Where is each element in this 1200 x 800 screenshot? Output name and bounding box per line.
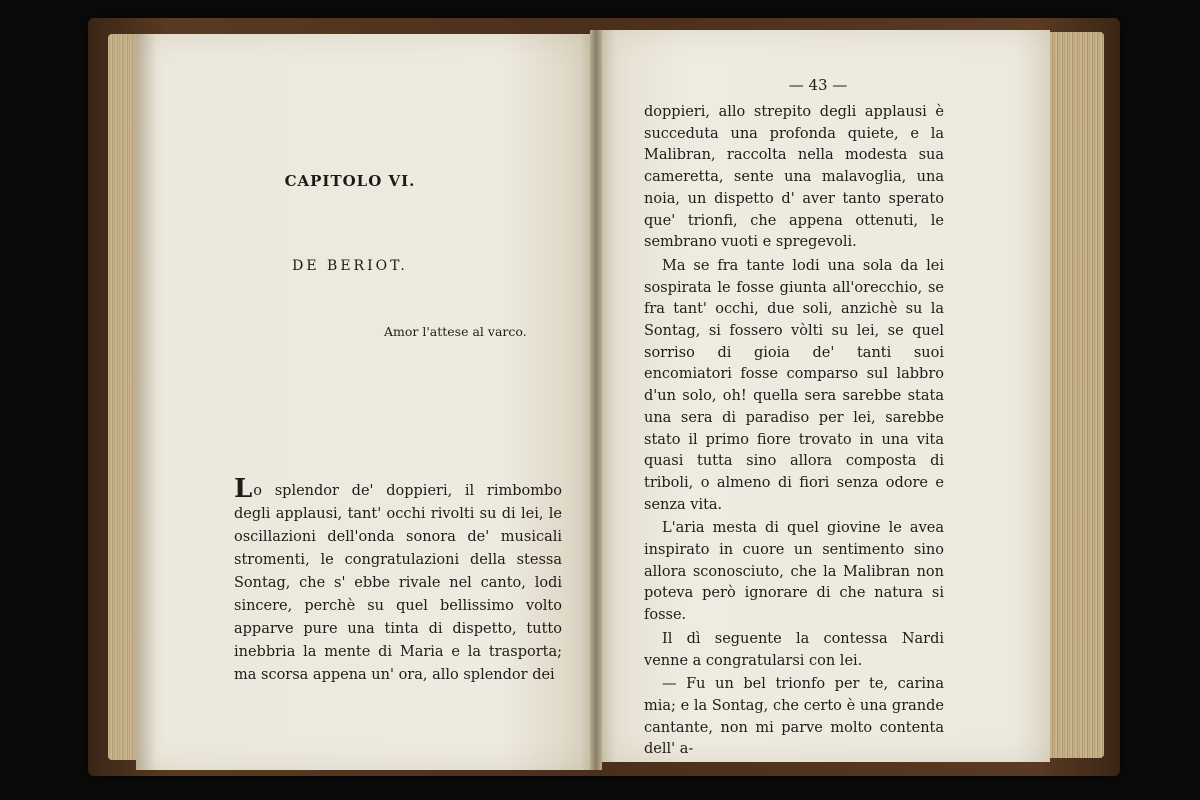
paragraph: Il dì seguente la contessa Nardi venne a congratularsi con lei. [644,630,944,669]
chapter-title: CAPITOLO VI. [284,172,416,190]
paragraph: L'aria mesta di quel giovine le avea inspirato in cuore un sentimento sino allora sconosciuto, che la Malibran non poteva però ignorare di che natura si fosse. [644,520,944,624]
page-edges-right [1048,32,1104,758]
drop-cap: L [234,474,253,504]
page-number: — 43 — [788,76,848,94]
left-page-body [234,474,562,687]
right-page-body [644,102,944,763]
epigraph: Amor l'attese al varco. [384,324,527,339]
paragraph: — Fu un bel trionfo per te, carina mia; e la Sontag, che certo è una grande cantante, non mi parve molto contenta dell' a- [644,676,944,758]
left-page-shadow [136,34,156,770]
paragraph: doppieri, allo strepito degli applausi è succeduta una profonda quiete, e la Malibran, raccolta nella modesta sua cameretta, sente una malavoglia, una noia, un dispetto d' aver tanto sperato que' trionfi, che appena ottenuti, le sembrano vuoti e spregevoli. [644,104,944,251]
chapter-subtitle: DE BERIOT. [292,258,408,274]
book-gutter [590,30,602,770]
paragraph: Ma se fra tante lodi una sola da lei sospirata le fosse giunta all'orecchio, se fra tant' occhi, due soli, anzichè su la Sontag, si fossero vòlti su lei, se quel sorriso di gioia de' tanti suoi encomiatori fosse comparso sul labbro d'un solo, oh! quella sera sarebbe stata una sera di paradiso per lei, sarebbe stato il primo fiore trovato in una vita quasi tutta sino allora composta di triboli, o almeno di fiori senza odore e senza vita. [644,257,944,513]
left-body-text: o splendor de' doppieri, il rimbombo degli applausi, tant' occhi rivolti su di lei, le oscillazioni dell'onda sonora de' musicali stromenti, le congratulazioni della stessa Sontag, che s' ebbe rivale nel canto, lodi sincere, perchè su quel bellissimo volto apparve pure una tinta di dispetto, tutto inebbria la mente di Maria e la trasporta; ma scorsa appena un' ora, allo splendor dei [234,483,562,683]
